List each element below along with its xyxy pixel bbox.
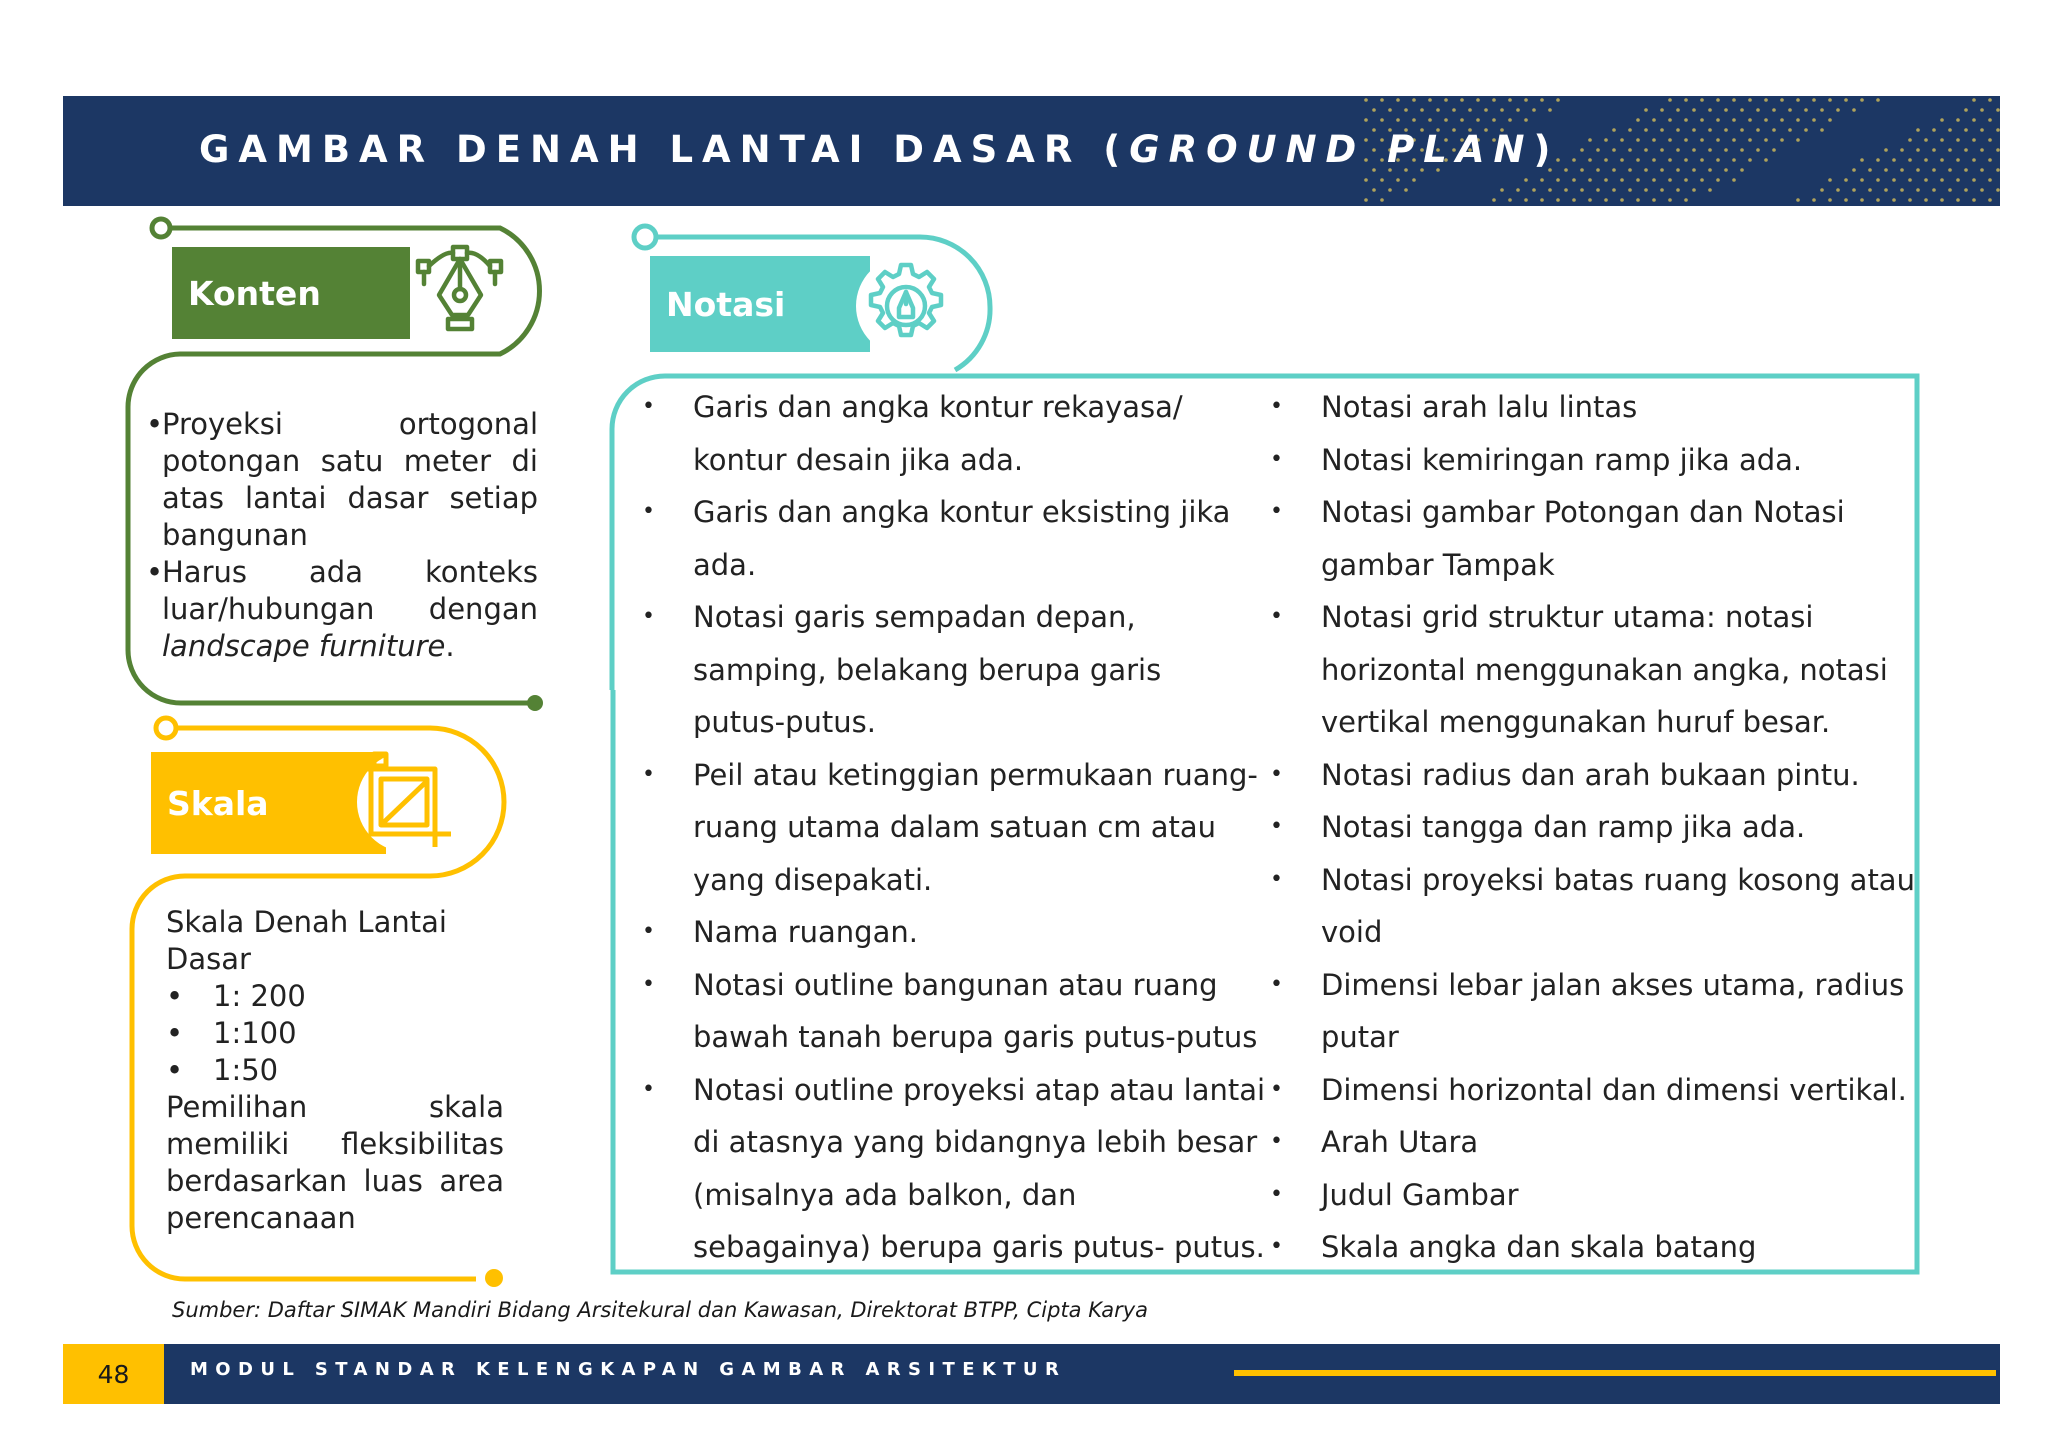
page-number: 48 xyxy=(63,1344,164,1404)
bullet: • xyxy=(642,761,655,787)
list-line: di atasnya yang bidangnya lebih besar xyxy=(693,1125,1258,1159)
source-caption: Sumber: Daftar SIMAK Mandiri Bidang Arsitekural dan Kawasan, Direktorat BTPP, Cipta Karya xyxy=(172,1298,1149,1322)
scale-value: 1:50 xyxy=(213,1053,279,1087)
bullet: • xyxy=(1270,971,1283,997)
list-item xyxy=(166,978,504,1015)
list-item xyxy=(1270,1116,1930,1169)
list-line: Notasi grid struktur utama: notasi xyxy=(1321,600,1814,634)
bullet: • xyxy=(642,604,655,629)
scale-value: 1: 200 xyxy=(213,979,306,1013)
list-item xyxy=(1270,1169,1930,1222)
list-line: (misalnya ada balkon, dan xyxy=(693,1177,1077,1212)
scale-value: 1:100 xyxy=(213,1016,297,1050)
bullet: • xyxy=(1270,499,1283,524)
list-item xyxy=(166,1015,504,1052)
bullet: • xyxy=(1270,761,1283,787)
list-item xyxy=(1270,959,1930,1064)
list-line: putar xyxy=(1321,1020,1399,1054)
skala-note: Pemilihan skala xyxy=(166,1090,504,1124)
crop-icon xyxy=(347,749,462,854)
footer-title: MODUL STANDAR KELENGKAPAN GAMBAR ARSITEKTUR xyxy=(190,1359,1067,1380)
list-line: Notasi gambar Potongan dan Notasi xyxy=(1321,495,1845,529)
bullet: • xyxy=(642,919,655,944)
list-line: Dimensi lebar jalan akses utama, radius xyxy=(1321,967,1905,1002)
list-line: Skala angka dan skala batang xyxy=(1321,1230,1757,1264)
bullet: • xyxy=(166,979,184,1013)
list-item xyxy=(1270,801,1930,854)
list-item xyxy=(1270,434,1930,487)
list-item xyxy=(1270,381,1930,434)
list-item xyxy=(1270,854,1930,959)
list-line: Notasi arah lalu lintas xyxy=(1321,390,1638,424)
list-line xyxy=(162,628,538,665)
bullet: • xyxy=(642,1076,655,1102)
list-item xyxy=(642,486,1267,591)
list-line: Garis dan angka kontur rekayasa/ xyxy=(693,390,1183,424)
skala-note: berdasarkan luas area xyxy=(166,1164,504,1198)
list-line: Judul Gambar xyxy=(1321,1177,1519,1212)
list-line: ada. xyxy=(693,547,757,582)
notasi-list-right xyxy=(1270,381,1930,1274)
pen-tool-icon xyxy=(395,239,515,345)
bullet: • xyxy=(1270,866,1283,892)
bullet: • xyxy=(1270,1234,1283,1259)
bullet: • xyxy=(1270,446,1283,472)
list-item xyxy=(642,1064,1267,1274)
list-item xyxy=(642,906,1267,959)
bullet: • xyxy=(642,394,655,419)
list-item xyxy=(166,1052,504,1089)
list-line: void xyxy=(1321,915,1383,949)
list-line: Peil atau ketinggian permukaan ruang- xyxy=(693,757,1258,792)
list-line: potongan satu meter di xyxy=(162,444,538,478)
list-line: Notasi radius dan arah bukaan pintu. xyxy=(1321,757,1860,792)
bullet: • xyxy=(1270,1076,1283,1102)
skala-intro: Dasar xyxy=(166,942,251,976)
list-line: Nama ruangan. xyxy=(693,915,918,949)
list-line: yang disepakati. xyxy=(693,862,933,897)
page-title: GAMBAR DENAH LANTAI DASAR (GROUND PLAN) xyxy=(199,128,1560,171)
list-line: horizontal menggunakan angka, notasi xyxy=(1321,652,1888,687)
notasi-list-left xyxy=(642,381,1267,1274)
bullet: • xyxy=(1270,1129,1283,1154)
list-line: vertikal menggunakan huruf besar. xyxy=(1321,705,1831,739)
list-item xyxy=(642,591,1267,749)
skala-intro: Skala Denah Lantai xyxy=(166,905,447,939)
list-item xyxy=(146,554,538,665)
bullet: • xyxy=(166,1053,184,1087)
list-line: Notasi kemiringan ramp jika ada. xyxy=(1321,442,1803,477)
skala-note: memiliki fleksibilitas xyxy=(166,1127,504,1161)
list-item xyxy=(642,959,1267,1064)
punctuation: . xyxy=(445,629,455,663)
bullet: • xyxy=(166,1016,184,1050)
list-line: Harus ada konteks xyxy=(162,555,538,589)
list-line: putus-putus. xyxy=(693,705,876,739)
bullet: • xyxy=(1270,604,1283,629)
bullet: • xyxy=(1270,814,1283,839)
skala-note: perencanaan xyxy=(166,1201,356,1235)
list-line: Notasi outline proyeksi atap atau lantai xyxy=(693,1072,1266,1107)
bullet: • xyxy=(146,407,164,441)
gear-pen-icon xyxy=(850,253,962,359)
list-item xyxy=(642,749,1267,907)
skala-text xyxy=(166,904,504,1237)
list-line: luar/hubungan dengan xyxy=(162,592,538,626)
list-item xyxy=(1270,1064,1930,1117)
list-item xyxy=(1270,1221,1930,1274)
list-line: samping, belakang berupa garis xyxy=(693,652,1162,687)
list-line: kontur desain jika ada. xyxy=(693,442,1024,477)
list-line: Notasi proyeksi batas ruang kosong atau xyxy=(1321,862,1915,897)
bullet: • xyxy=(146,555,164,589)
list-line: Notasi tangga dan ramp jika ada. xyxy=(1321,810,1806,844)
bullet: • xyxy=(1270,394,1283,419)
list-line: Notasi outline bangunan atau ruang xyxy=(693,967,1218,1002)
list-line: Dimensi horizontal dan dimensi vertikal. xyxy=(1321,1072,1907,1107)
notasi-label: Notasi xyxy=(650,256,870,352)
footer-accent-line xyxy=(1234,1370,1996,1376)
list-item xyxy=(1270,486,1930,591)
bullet: • xyxy=(642,971,655,997)
bullet: • xyxy=(1270,1181,1283,1207)
list-line: sebagainya) berupa garis putus- putus. xyxy=(693,1230,1265,1264)
list-line: atas lantai dasar setiap xyxy=(162,481,538,515)
konten-text xyxy=(146,406,538,665)
list-line: Notasi garis sempadan depan, xyxy=(693,600,1136,634)
list-line: bawah tanah berupa garis putus-putus xyxy=(693,1020,1258,1054)
konten-label: Konten xyxy=(172,247,410,339)
list-line: bangunan xyxy=(162,518,308,552)
list-line: Arah Utara xyxy=(1321,1125,1479,1159)
list-item xyxy=(642,381,1267,486)
list-line: Garis dan angka kontur eksisting jika xyxy=(693,495,1231,529)
list-item xyxy=(1270,591,1930,749)
skala-label: Skala xyxy=(151,752,386,854)
list-line: Proyeksi ortogonal xyxy=(162,407,538,441)
list-item xyxy=(1270,749,1930,802)
list-line: gambar Tampak xyxy=(1321,547,1555,582)
list-line: ruang utama dalam satuan cm atau xyxy=(693,810,1217,844)
bullet: • xyxy=(642,499,655,524)
list-item xyxy=(146,406,538,554)
italic-text: landscape furniture xyxy=(162,629,446,663)
